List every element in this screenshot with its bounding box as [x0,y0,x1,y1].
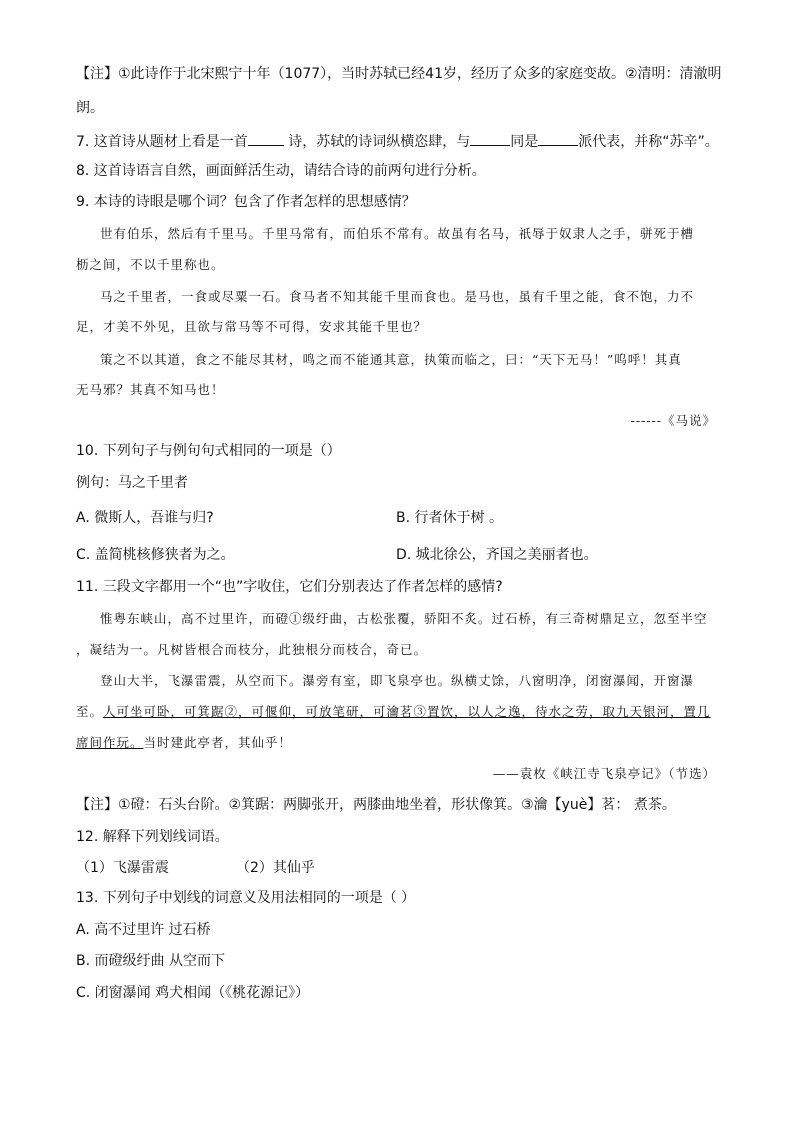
q10-option-b-tail: 。 [488,510,503,526]
passage-2-underlined-1: 人可坐可卧，可箕踞②，可偃仰，可放笔研，可瀹茗③置饮，以人之逸，待水之劳，取九天银河，置几 [103,704,711,719]
q7-blank-1 [248,131,284,146]
q10-option-b [396,508,503,528]
passage-2-p1-line-1: 惟粤东峡山，高不过里许，而磴①级纡曲，古松张覆，骄阳不炙。过石桥，有三奇树鼎足立，忽至半空 [100,611,708,626]
q13-option-a: A. 高不过里许 过石桥 [76,922,211,938]
note-1-line-1: 【注】①此诗作于北宋熙宁十年（1077），当时苏轼已经41岁，经历了众多的家庭变故。②清明：清澈明 [76,66,722,82]
passage-1-p2-line-1: 马之千里者，一食或尽粟一石。食马者不知其能千里而食也。是马也，虽有千里之能，食不饱，力不 [100,289,695,304]
q7-text-a: 7. 这首诗从题材上看是一首 [76,134,248,150]
passage-1-source: ------《马说》 [630,413,716,428]
passage-2-underlined-2: 席间作玩。 [76,735,144,750]
q7-blank-2 [470,131,510,146]
q7-blank-3 [538,131,578,146]
question-7 [76,131,719,152]
passage-2-p2-line-2 [76,702,711,722]
q10-option-b-text: B. 行者休于树 [396,510,485,526]
question-13-stem: 13. 下列句子中划线的词意义及用法相同的一项是（ ） [76,890,416,906]
passage-1-p3-line-2: 无马邪？其真不知马也！ [76,382,225,397]
passage-1-p3-line-1: 策之不以其道，食之不能尽其材，鸣之而不能通其意，执策而临之，曰：“天下无马！”呜呼！其真 [100,352,682,367]
passage-2-p1-line-2: ，凝结为一。凡树皆根合而枝分，此独根分而枝合，奇已。 [76,642,428,657]
question-9: 9. 本诗的诗眼是哪个词？包含了作者怎样的思想感情？ [76,194,416,210]
q13-option-b: B. 而磴级纡曲 从空而下 [76,953,225,969]
passage-1-p1-line-1: 世有伯乐，然后有千里马。千里马常有，而伯乐不常有。故虽有名马，祇辱于奴隶人之手，骈死于槽 [100,226,695,241]
q12-item-2: （2）其仙乎 [236,860,315,876]
question-10-example: 例句：马之千里者 [76,475,188,491]
q10-option-a: A. 微斯人，吾谁与归? [76,510,214,526]
question-10-stem: 10. 下列句子与例句句式相同的一项是（） [76,443,341,459]
passage-2-p2-line-2-pre: 至。 [76,704,104,719]
q7-text-c: 同是 [510,134,539,150]
question-12-stem: 12. 解释下列划线词语。 [76,829,229,845]
question-11: 11. 三段文字都用一个“也”字收住，它们分别表达了作者怎样的感情? [76,579,503,595]
passage-2-p2-line-3 [76,733,292,753]
question-8: 8. 这首诗语言自然，画面鲜活生动，请结合诗的前两句进行分析。 [76,163,486,179]
q10-option-c: C. 盖简桃核修狭者为之。 [76,547,235,563]
q10-option-d: D. 城北徐公，齐国之美丽者也。 [396,547,598,563]
q7-text-b: 诗，苏轼的诗词纵横恣肆，与 [288,134,471,150]
passage-1-p2-line-2: 足，才美不外见，且欲与常马等不可得，安求其能千里也？ [76,319,428,334]
q12-item-1: （1）飞瀑雷震 [76,860,169,876]
passage-2-p2-line-1: 登山大半，飞瀑雷震，从空而下。瀑旁有室，即飞泉亭也。纵横丈馀，八窗明净，闭窗瀑闻，开窗瀑 [100,673,695,688]
passage-1-p1-line-2: 枥之间，不以千里称也。 [76,257,225,272]
q7-text-d: 派代表，并称“苏辛”。 [578,134,719,150]
passage-2-source: ——袁枚《峡江寺飞泉亭记》（节选） [492,766,716,781]
note-2: 【注】①磴：石头台阶。②箕踞：两脚张开，两膝曲地坐着，形状像箕。③瀹【yuè】茗： 煮茶。 [76,797,676,813]
q13-option-c: C. 闭窗瀑闻 鸡犬相闻（《桃花源记》） [76,985,310,1001]
note-1-line-2: 朗。 [76,100,104,116]
passage-2-p2-line-3-post: 当时建此亭者，其仙乎！ [143,735,293,750]
